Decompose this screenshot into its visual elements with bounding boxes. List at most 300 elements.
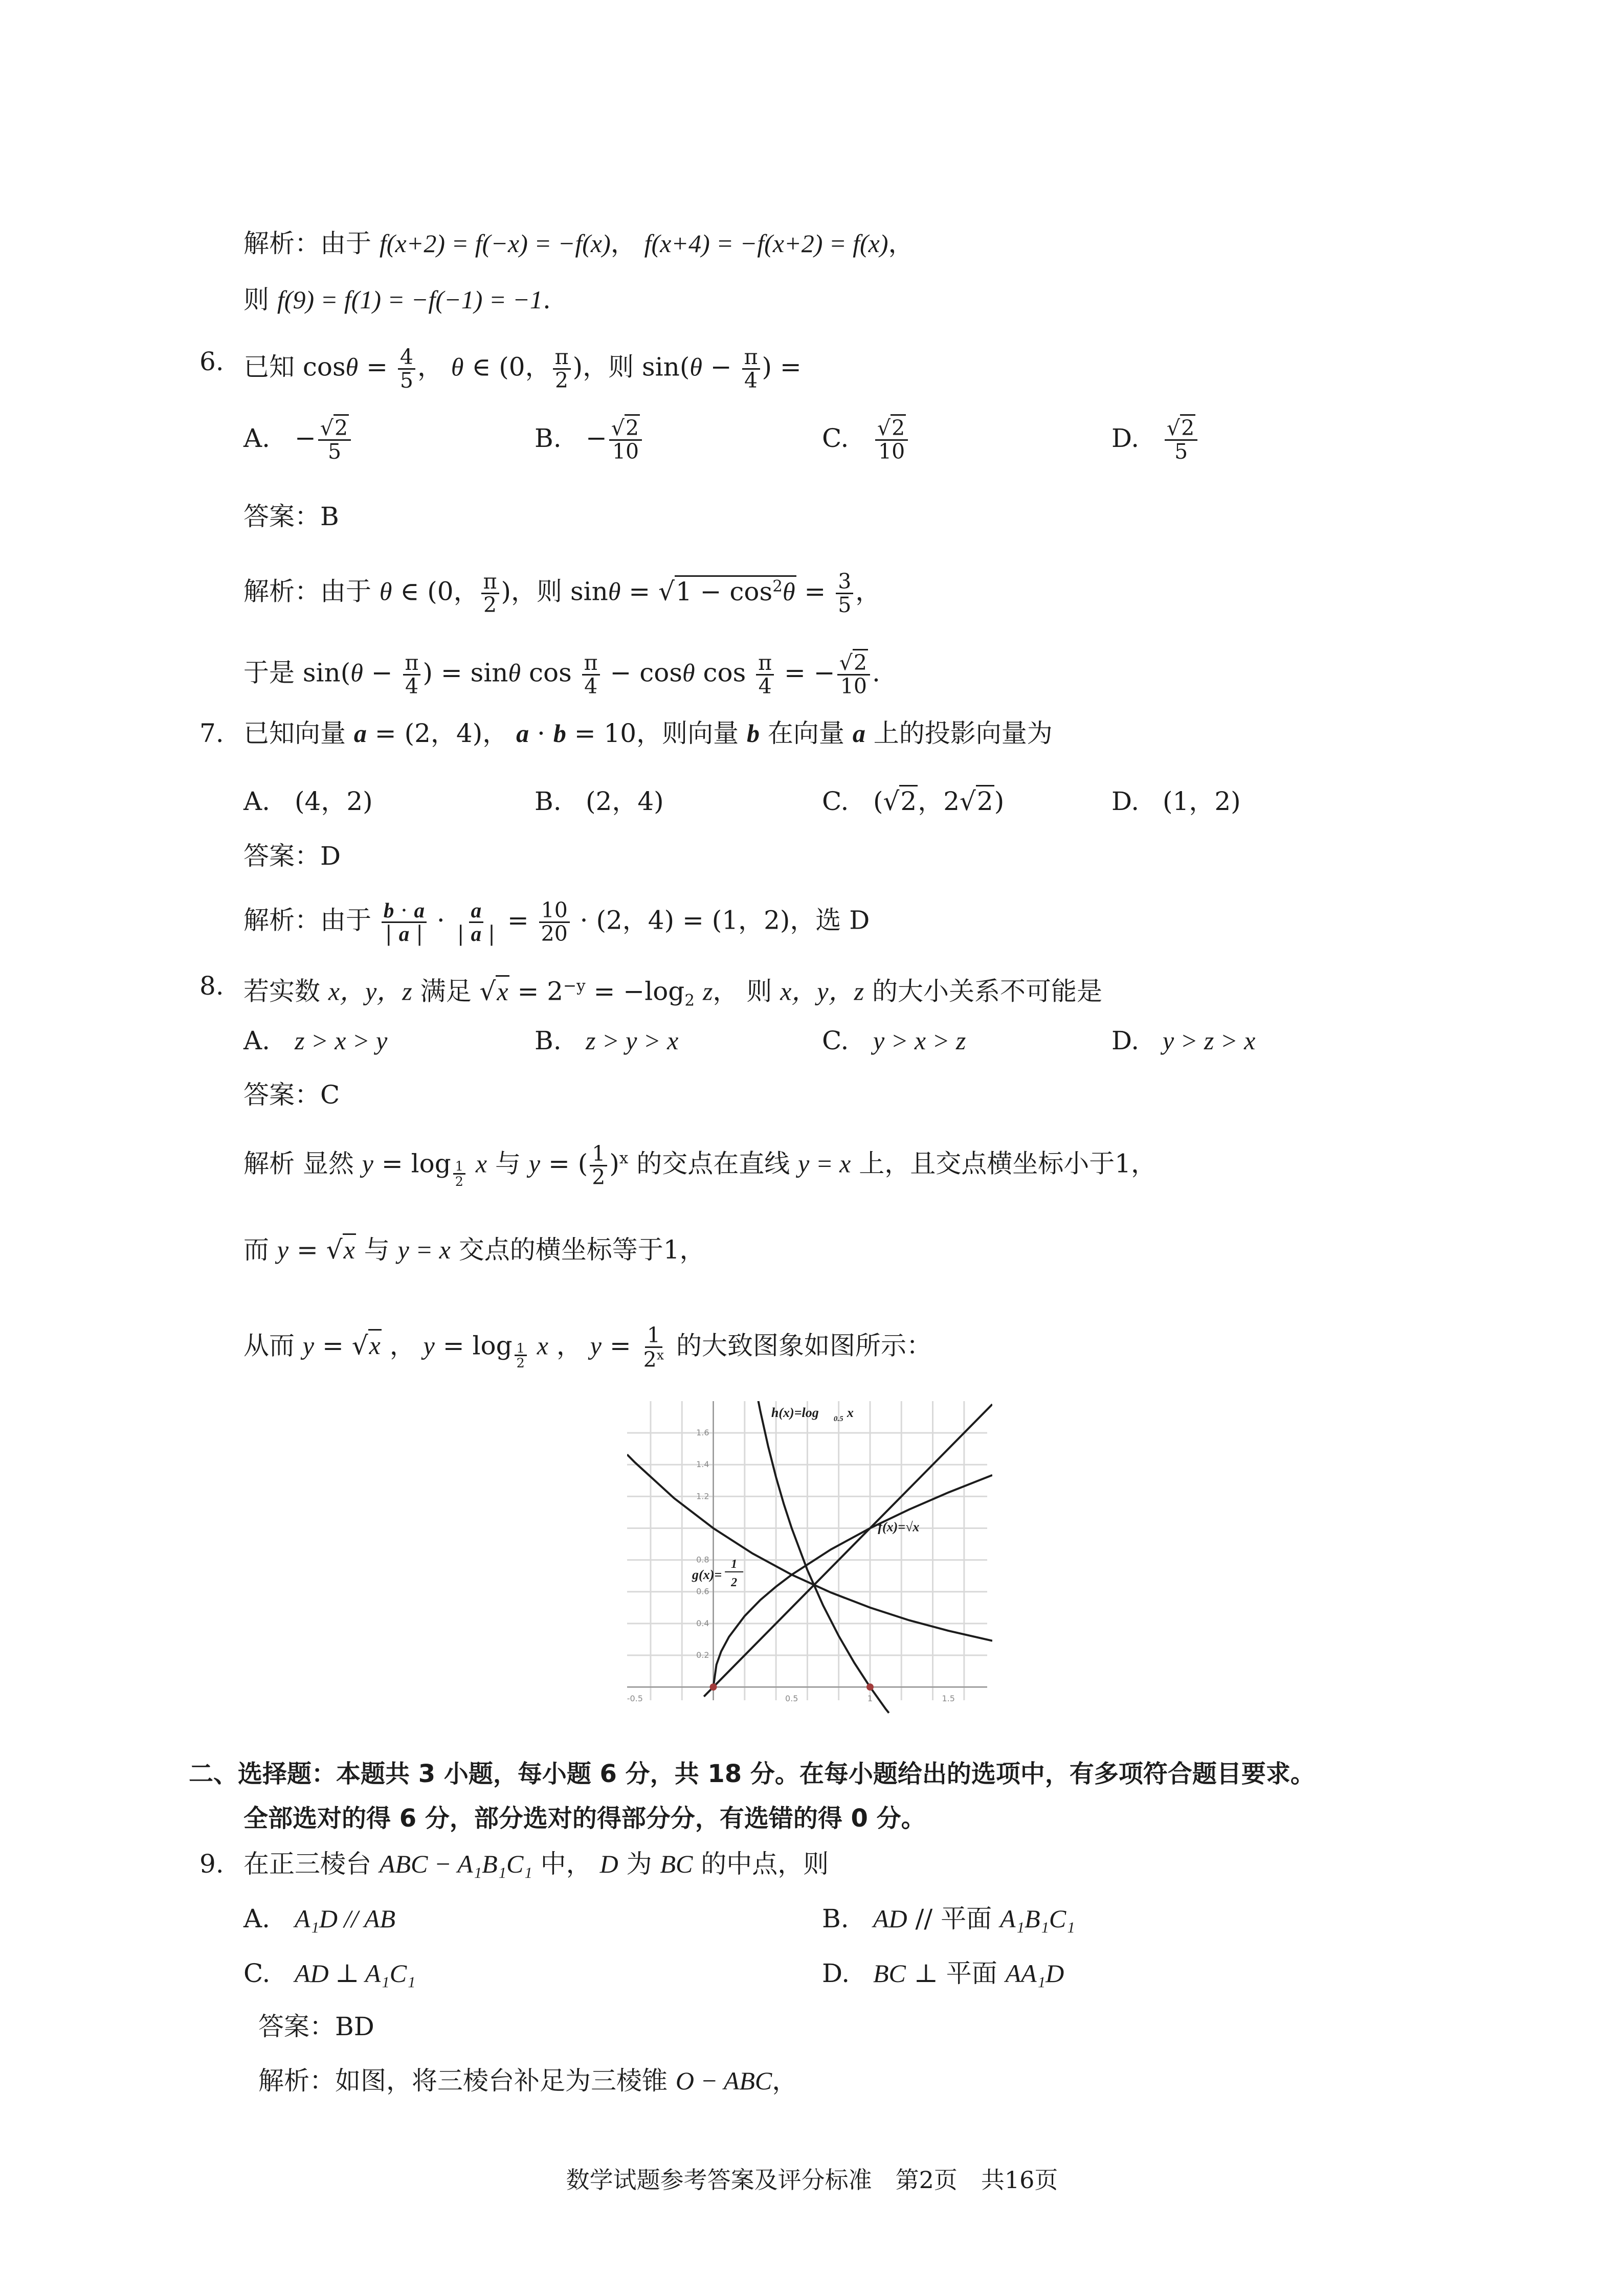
h-function-label-subscript: 0.5 — [833, 1415, 843, 1424]
square-root — [883, 785, 918, 816]
text-run: | — [457, 921, 471, 947]
q6-stem — [243, 346, 802, 392]
text-run: 满足 — [412, 976, 480, 1006]
q9-option-c — [243, 1958, 415, 1989]
radicand — [899, 785, 918, 816]
text-run: − — [363, 658, 401, 688]
fraction — [398, 346, 415, 392]
square-root — [658, 575, 796, 606]
radical-sign-icon: √ — [320, 416, 334, 440]
math-group — [643, 1347, 664, 1372]
text-run: = log — [373, 1149, 451, 1179]
fraction — [1165, 417, 1197, 463]
fraction — [837, 652, 870, 697]
fraction — [875, 417, 908, 463]
text-run: 2 — [455, 1173, 463, 1189]
text-run: 1 — [647, 1323, 660, 1347]
math-expression: θ — [608, 577, 621, 606]
text-run: 上的投影向量为 — [865, 718, 1053, 748]
vector-symbol: a — [516, 719, 529, 748]
math-expression: O − ABC — [675, 2066, 772, 2095]
math-expression: y — [423, 1331, 435, 1360]
fraction — [318, 417, 351, 463]
math-expression: D — [599, 1850, 618, 1878]
math-expression: x — [537, 1331, 548, 1360]
text-run: ) = — [762, 352, 802, 382]
square-root — [960, 785, 994, 816]
q6-option-b — [535, 417, 644, 463]
fraction — [455, 899, 497, 945]
text-run: π — [744, 345, 758, 369]
text-run: π — [483, 569, 497, 594]
series-curve — [757, 1401, 889, 1713]
text-run — [695, 977, 703, 1006]
text-run: 在正三棱台 — [243, 1849, 380, 1879]
denominator — [453, 1175, 465, 1188]
q8-answer: 答案：C — [243, 1080, 340, 1110]
question-number: 7. — [199, 718, 224, 748]
text-run: π — [405, 650, 419, 675]
text-run: 的大小关系不可能是 — [864, 976, 1102, 1006]
numerator — [742, 346, 760, 370]
text-run: ) — [994, 786, 1005, 816]
vector-symbol: a — [471, 922, 482, 946]
denominator — [383, 923, 425, 945]
text-run: = log — [434, 1331, 513, 1361]
fraction — [590, 1143, 607, 1188]
q6-answer: 答案：B — [243, 502, 339, 531]
text-run: 2 — [1181, 416, 1195, 440]
vector-symbol: a — [852, 719, 865, 748]
math-expression: θ — [782, 577, 795, 606]
text-run: = − — [776, 658, 835, 688]
text-run: · (2，4) = (1，2)，选 D — [571, 905, 870, 935]
q7-option-a — [243, 786, 373, 817]
math-expression: x，y，z — [780, 977, 864, 1006]
text-run: 4 — [405, 674, 419, 699]
option-label: B. — [822, 1904, 849, 1933]
numerator — [469, 899, 484, 923]
math-expression: f(9) = f(1) = −f(−1) = −1 — [277, 285, 543, 314]
q9-answer: 答案：BD — [258, 2012, 374, 2041]
q5-solution-line — [243, 228, 914, 259]
fraction — [836, 571, 853, 616]
text-run: (4，2) — [295, 786, 373, 816]
x-tick-label: -0.5 — [627, 1694, 643, 1704]
denominator — [398, 370, 415, 392]
text-run: = — [314, 1331, 352, 1361]
math-expression: A₁B₁C₁ — [1000, 1904, 1075, 1933]
denominator — [539, 923, 570, 945]
fraction — [582, 652, 600, 697]
text-run: 10 — [840, 674, 867, 699]
text-run: 10 — [878, 439, 905, 464]
text-run: 在向量 — [760, 718, 853, 748]
text-run: 2 — [643, 1347, 657, 1372]
square-root — [480, 975, 509, 1006]
text-run: ∈ (0， — [392, 576, 479, 606]
radical-sign-icon: √ — [877, 416, 891, 440]
text-run: ) — [609, 1149, 619, 1179]
numerator — [836, 571, 853, 594]
math-expression: BC — [873, 1959, 906, 1988]
q5-solution-line — [243, 284, 551, 315]
fraction — [515, 1341, 527, 1370]
q9-option-a — [243, 1903, 395, 1934]
text-run: cos — [695, 658, 754, 688]
text-run: − — [295, 423, 316, 453]
text-run: − — [702, 352, 740, 382]
numerator — [1165, 417, 1197, 441]
text-run: 已知 cos — [243, 352, 346, 382]
denominator — [403, 676, 420, 697]
text-run: − — [586, 423, 607, 453]
denominator — [481, 594, 499, 616]
radical-sign-icon: √ — [960, 786, 976, 816]
text-run: . — [542, 285, 551, 314]
numerator — [318, 417, 351, 441]
h-function-label: h(x)=log — [771, 1405, 819, 1421]
radicand — [675, 575, 796, 606]
math-expression: z — [702, 977, 713, 1006]
square-root — [611, 414, 640, 440]
y-tick-label: 1.6 — [696, 1428, 709, 1438]
option-label: A. — [243, 1904, 271, 1933]
q8-option-d — [1111, 1025, 1255, 1056]
text-run: −y — [563, 977, 586, 995]
h-function-label-var: x — [847, 1405, 854, 1421]
text-run: 解析：由于 — [243, 229, 380, 258]
denominator — [455, 923, 497, 945]
math-expression: θ — [379, 577, 392, 606]
square-root — [877, 414, 906, 440]
math-expression: f(x+4) = −f(x+2) = f(x) — [644, 229, 888, 258]
fraction — [453, 1159, 465, 1188]
text-run — [468, 1149, 476, 1179]
denominator — [838, 676, 869, 697]
math-expression: x — [369, 1331, 381, 1360]
option-label: C. — [243, 1959, 271, 1988]
math-expression: θ — [451, 352, 464, 381]
q8-solution-line — [243, 1143, 1156, 1188]
q9-option-d — [822, 1958, 1064, 1989]
text-run: 解析：由于 — [243, 576, 380, 606]
subscript — [451, 1158, 468, 1189]
text-run: 5 — [399, 368, 414, 393]
text-run: (1，2) — [1163, 786, 1241, 816]
square-root — [839, 649, 868, 675]
fraction — [553, 346, 571, 392]
g-function-label-denominator: 2 — [731, 1575, 738, 1589]
math-group — [497, 977, 508, 1006]
numerator — [645, 1324, 662, 1348]
option-label: C. — [822, 1026, 849, 1055]
math-group — [384, 898, 425, 922]
option-label: A. — [243, 786, 271, 816]
text-run: = 2 — [509, 976, 564, 1006]
q8-solution-line — [243, 1324, 932, 1371]
vector-symbol: a — [353, 719, 367, 748]
option-label: D. — [822, 1959, 850, 1988]
q7-option-d — [1111, 786, 1241, 817]
text-run: ， — [417, 352, 451, 382]
text-run: · — [529, 718, 553, 748]
text-run: ， — [548, 1331, 590, 1361]
numerator — [590, 1143, 607, 1166]
text-run: 4 — [584, 674, 598, 699]
text-run: 的交点在直线 — [628, 1149, 798, 1179]
text-run: π — [554, 345, 569, 369]
numerator — [403, 652, 421, 676]
text-run: ， — [381, 1331, 424, 1361]
superscript — [619, 1149, 628, 1167]
numerator — [539, 899, 570, 923]
text-run: ⊥ 平面 — [905, 1959, 1006, 1988]
fraction — [539, 899, 570, 945]
q7-option-b — [535, 786, 664, 817]
radicand — [853, 649, 868, 675]
superscript — [772, 577, 783, 595]
subscript — [513, 1340, 529, 1371]
question-number: 8. — [199, 971, 224, 1001]
text-run: 的中点，则 — [693, 1849, 829, 1879]
text-run: 10 — [541, 898, 568, 922]
radicand — [891, 414, 906, 440]
page-footer: 数学试题参考答案及评分标准 第2页 共16页 — [566, 2166, 1058, 2194]
text-run: 4 — [758, 674, 772, 699]
text-run: 10 — [612, 439, 639, 464]
text-run: = — [620, 576, 659, 606]
math-expression: θ — [682, 658, 695, 687]
text-run: 2 — [626, 416, 639, 440]
option-label: B. — [535, 786, 562, 816]
denominator — [757, 676, 774, 697]
denominator — [836, 594, 853, 616]
text-run: // 平面 — [907, 1904, 1000, 1933]
q6-solution-line — [243, 571, 881, 616]
numerator — [553, 346, 571, 370]
fraction — [403, 652, 421, 697]
q7-option-c — [822, 786, 1004, 817]
q6-option-a — [243, 417, 353, 463]
math-expression: y = x — [397, 1235, 451, 1264]
text-run: · — [429, 905, 453, 935]
numerator — [382, 899, 427, 923]
text-run — [529, 1331, 537, 1360]
text-run: (2，4) — [586, 786, 664, 816]
text-run: 20 — [541, 921, 568, 947]
option-label: D. — [1111, 786, 1140, 816]
radical-sign-icon: √ — [839, 650, 853, 675]
q6-option-c — [822, 417, 910, 463]
radicand — [496, 975, 509, 1006]
question-number: 9. — [199, 1849, 224, 1879]
text-run: ， — [888, 229, 914, 258]
math-expression: y > z > x — [1163, 1026, 1256, 1055]
math-expression: z > x > y — [295, 1026, 388, 1055]
text-run: 2 — [516, 1355, 525, 1371]
q9-option-b — [822, 1903, 1075, 1934]
text-run: 2 — [892, 416, 905, 440]
math-group — [344, 1235, 355, 1265]
text-run: 于是 sin( — [243, 658, 351, 688]
text-run: 解析 显然 — [243, 1149, 362, 1179]
math-group — [457, 921, 495, 946]
text-run: π — [758, 650, 772, 675]
denominator — [582, 676, 599, 697]
math-expression: y — [528, 1149, 541, 1178]
g-function-label-numerator: 1 — [731, 1557, 738, 1571]
text-run: 则 — [243, 285, 277, 314]
text-run: 交点的横坐标等于1， — [450, 1235, 705, 1265]
q9-stem — [243, 1849, 829, 1879]
math-group — [369, 1331, 381, 1360]
y-tick-label: 0.6 — [696, 1586, 709, 1596]
denominator — [641, 1348, 666, 1371]
y-tick-label: 1.2 — [696, 1491, 709, 1501]
text-run: 上，且交点横坐标小于1， — [851, 1149, 1157, 1179]
text-run: )，则 sin( — [572, 352, 690, 382]
fraction — [481, 571, 499, 616]
radical-sign-icon: √ — [351, 1331, 368, 1361]
option-label: B. — [535, 1026, 562, 1055]
text-run: 2 — [976, 786, 993, 816]
math-expression: z > y > x — [586, 1026, 679, 1055]
denominator — [590, 1166, 607, 1188]
denominator — [742, 370, 760, 392]
math-expression: y > x > z — [873, 1026, 966, 1055]
text-run: · — [394, 898, 414, 922]
math-expression: AD ⊥ A₁C₁ — [295, 1959, 416, 1988]
math-expression: y = x — [798, 1149, 851, 1178]
radicand — [343, 1233, 356, 1265]
text-run: x — [656, 1347, 664, 1363]
option-label: C. — [822, 786, 849, 816]
x-tick-label: 0.5 — [785, 1694, 798, 1704]
text-run: = (2，4)， — [366, 718, 517, 748]
y-tick-label: 0.4 — [696, 1618, 709, 1628]
text-run: | — [385, 921, 399, 947]
text-run: 2 — [900, 786, 917, 816]
q8-stem — [243, 971, 1102, 1016]
text-run: 解析：由于 — [243, 905, 380, 935]
option-label: A. — [243, 1026, 271, 1055]
q8-option-c — [822, 1025, 966, 1056]
text-run: 1 — [516, 1340, 525, 1356]
superscript — [657, 1347, 664, 1362]
text-run: 2 — [772, 577, 783, 595]
text-run: 3 — [838, 569, 852, 594]
radical-sign-icon: √ — [326, 1235, 343, 1265]
option-label: C. — [822, 423, 849, 453]
y-tick-label: 0.8 — [696, 1555, 709, 1565]
radical-sign-icon: √ — [1167, 416, 1181, 440]
marked-point — [710, 1683, 717, 1691]
section-heading: 二、选择题：本题共 3 小题，每小题 6 分，共 18 分。在每小题给出的选项中，有多项符合题目要求。 — [189, 1760, 1315, 1788]
radical-sign-icon: √ — [658, 576, 675, 606]
text-run: ) = sin — [422, 658, 508, 688]
text-run: 2 — [335, 416, 348, 440]
subscript — [684, 992, 695, 1010]
text-run: = −log — [585, 976, 685, 1006]
x-tick-label: 1 — [867, 1694, 873, 1704]
math-group — [471, 898, 482, 922]
text-run: = — [601, 1331, 639, 1361]
q7-stem — [243, 718, 1053, 749]
math-expression: A₁D // AB — [295, 1904, 395, 1933]
x-tick-label: 1.5 — [942, 1694, 955, 1704]
denominator — [515, 1356, 527, 1370]
numerator — [582, 652, 600, 676]
text-run: 2 — [555, 368, 569, 393]
text-run: 5 — [1174, 439, 1188, 464]
marked-point — [866, 1683, 874, 1691]
fraction — [756, 652, 774, 697]
text-run: = — [499, 905, 537, 935]
math-expression: AA₁D — [1005, 1959, 1064, 1988]
text-run: = — [796, 576, 834, 606]
math-expression: f(x+2) = f(−x) = −f(x) — [379, 229, 611, 258]
option-label: D. — [1111, 1026, 1140, 1055]
text-run: 5 — [838, 593, 852, 618]
numerator — [756, 652, 774, 676]
numerator — [453, 1159, 465, 1175]
text-run: 与 — [355, 1235, 398, 1265]
option-label: D. — [1111, 423, 1140, 453]
numerator — [481, 571, 499, 594]
text-run: 从而 — [243, 1331, 303, 1361]
math-expression: x — [497, 977, 508, 1006]
vector-symbol: a — [398, 922, 410, 946]
math-expression: θ — [508, 658, 521, 687]
denominator — [876, 441, 907, 463]
fraction — [742, 346, 760, 392]
text-run: ， 则 — [713, 976, 781, 1006]
radical-sign-icon: √ — [479, 976, 496, 1006]
vector-symbol: a — [414, 898, 425, 922]
math-expression: θ — [345, 352, 359, 381]
q8-solution-line — [243, 1234, 705, 1265]
denominator — [1172, 441, 1190, 463]
text-run: ，2 — [918, 786, 960, 816]
vector-symbol: b — [553, 719, 566, 748]
radical-sign-icon: √ — [611, 416, 625, 440]
vector-symbol: b — [383, 898, 394, 922]
text-run: 2 — [592, 1165, 606, 1190]
math-expression: AD — [873, 1904, 907, 1933]
math-expression: θ — [689, 352, 702, 381]
y-tick-label: 0.2 — [696, 1650, 709, 1660]
math-group — [676, 577, 795, 606]
text-run: 1 − cos — [675, 576, 773, 606]
math-expression: x — [475, 1149, 487, 1178]
text-run: cos — [521, 658, 580, 688]
math-expression: y — [277, 1235, 289, 1264]
text-run: = — [358, 352, 396, 382]
question-number: 6. — [199, 347, 224, 376]
text-run: 已知向量 — [243, 718, 354, 748]
text-run: = ( — [540, 1149, 588, 1179]
vector-symbol: a — [471, 898, 482, 922]
fraction — [609, 417, 642, 463]
fraction — [641, 1324, 666, 1371]
f-function-label: f(x)=√x — [878, 1519, 920, 1535]
denominator — [326, 441, 343, 463]
radicand — [333, 414, 349, 440]
text-run: )，则 sin — [501, 576, 608, 606]
denominator — [610, 441, 641, 463]
text-run: ∈ (0， — [463, 352, 551, 382]
